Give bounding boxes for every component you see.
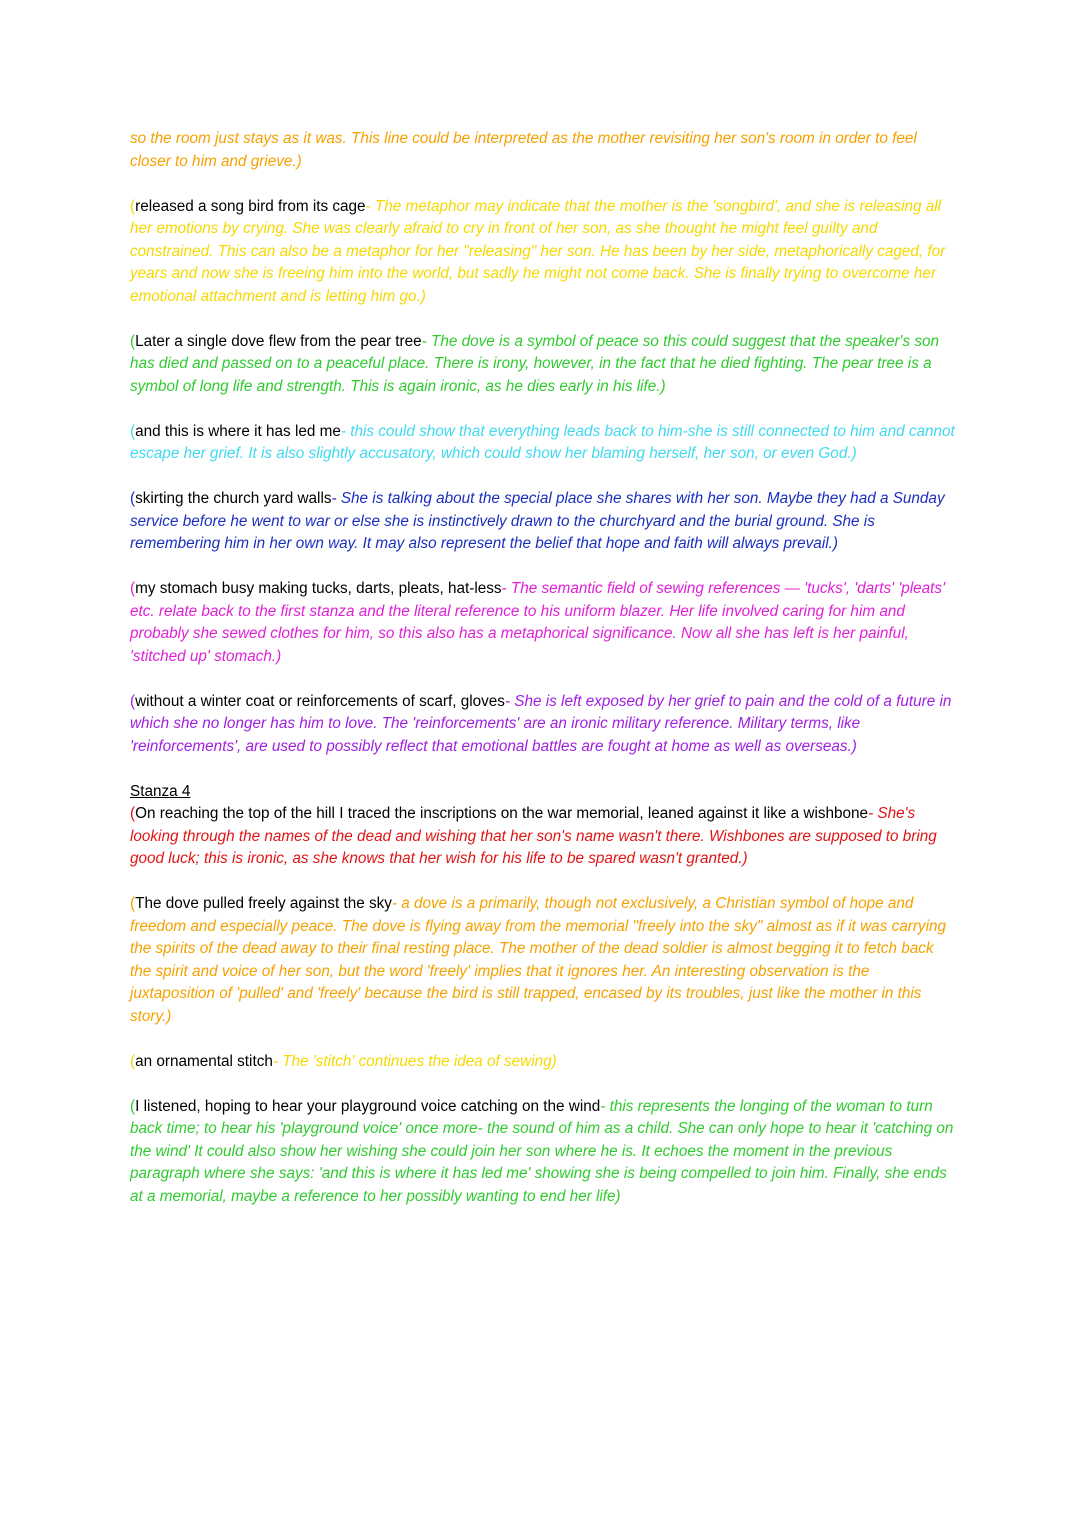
analysis-paragraph-room [130, 128, 955, 173]
analysis-paragraph-winter-coat [130, 691, 955, 759]
poem-quote: Later a single dove flew from the pear tree [135, 332, 422, 350]
analysis-paragraph-playground-voice [130, 1096, 955, 1209]
annotation-text: so the room just stays as it was. This line could be interpreted as the mother revisiting her son's room in order to feel closer to him and grieve.) [130, 130, 917, 170]
annotation-text: - The semantic field of sewing references — 'tucks', 'darts' 'pleats' etc. relate back to the first stanza and the literal reference to his uniform blazer. Her life involved caring for him and probably she sewed clothes for him, so this also has a metaphorical significance. Now all she has left is her painful, 'stitched up' stomach.) [130, 580, 945, 665]
analysis-paragraph-churchyard [130, 488, 955, 556]
open-paren: ( [130, 692, 136, 710]
annotation-text: - The dove is a symbol of peace so this could suggest that the speaker's son has died and passed on to a peaceful place. There is irony, however, in the fact that he died fighting. The pear tree is a symbol of long life and strength. This is again ironic, as he dies early in his life.) [130, 332, 940, 395]
poem-quote: an ornamental stitch [135, 1052, 273, 1070]
poem-quote: without a winter coat or reinforcements of scarf, gloves [135, 692, 505, 710]
analysis-paragraph-memorial [130, 803, 955, 871]
poem-quote: I listened, hoping to hear your playground voice catching on the wind [135, 1097, 601, 1115]
open-paren: ( [130, 895, 136, 912]
poem-quote: released a song bird from its cage [135, 197, 366, 215]
poem-quote: On reaching the top of the hill I traced the inscriptions on the war memorial, leaned against it like a wishbone [135, 805, 869, 822]
stanza-4-section [130, 781, 955, 871]
open-paren: ( [130, 332, 136, 350]
poem-quote: skirting the church yard walls [135, 490, 332, 507]
open-paren: ( [130, 1052, 136, 1070]
annotation-text: - this represents the longing of the woman to turn back time; to hear his 'playground voice' once more- the sound of him as a child. She can only hope to hear it 'catching on the wind' It could also show her wishing she could join her son where he is. It echoes the moment in the previous paragraph where she says: 'and this is where it has led me' showing she is being compelled to join him. Finally, she ends at a memorial, maybe a reference to her possibly wanting to end her life) [130, 1097, 954, 1205]
analysis-paragraph-songbird [130, 196, 955, 309]
annotation-text: - a dove is a primarily, though not exclusively, a Christian symbol of hope and freedom and especially peace. The dove is flying away from the memorial "freely into the sky" almost as if it was carrying the spirits of the dead away to their final resting place. The mother of the dead soldier is almost begging it to fetch back the spirit and voice of her son, but the word 'freely' implies that it ignores her. An interesting observation is the juxtaposition of 'pulled' and 'freely' because the bird is still trapped, encased by its troubles, just like the mother in this story.) [130, 895, 946, 1025]
annotation-text: - this could show that everything leads back to him-she is still connected to him and cannot escape her grief. It is also slightly accusatory, which could show her blaming herself, her son, or even God.) [130, 422, 955, 462]
open-paren: ( [130, 1097, 136, 1115]
analysis-paragraph-dove-sky [130, 893, 955, 1028]
stanza-heading: Stanza 4 [130, 782, 191, 800]
open-paren: ( [130, 490, 136, 507]
annotation-text: - She is left exposed by her grief to pain and the cold of a future in which she no longer has him to love. The 'reinforcements' are an ironic military reference. Military terms, like 'reinforcements', are used to possibly reflect that emotional battles are fought at home as well as overseas.) [130, 692, 952, 755]
open-paren: ( [130, 197, 136, 215]
poem-quote: The dove pulled freely against the sky [135, 895, 392, 912]
analysis-paragraph-stitch [130, 1051, 955, 1074]
document-page [130, 128, 955, 1231]
open-paren: ( [130, 422, 136, 440]
analysis-paragraph-stomach [130, 578, 955, 668]
annotation-text: - The 'stitch' continues the idea of sewing) [272, 1052, 557, 1070]
open-paren: ( [130, 580, 136, 597]
analysis-paragraph-dove [130, 331, 955, 399]
poem-quote: my stomach busy making tucks, darts, pleats, hat-less [135, 580, 502, 597]
poem-quote: and this is where it has led me [135, 422, 341, 440]
annotation-text: - She's looking through the names of the dead and wishing that her son's name wasn't there. Wishbones are supposed to bring good luck; this is ironic, as she knows that her wish for his life to be spared wasn't granted.) [130, 805, 937, 867]
analysis-paragraph-led-me [130, 421, 955, 466]
open-paren: ( [130, 805, 136, 822]
annotation-text: - She is talking about the special place she shares with her son. Maybe they had a Sunday service before he went to war or else she is instinctively drawn to the churchyard and the burial ground. She is remembering him in her own way. It may also represent the belief that hope and faith will always prevail.) [130, 490, 945, 552]
annotation-text: - The metaphor may indicate that the mother is the 'songbird', and she is releasing all her emotions by crying. She was clearly afraid to cry in front of her son, as she thought he might feel guilty and constrained. This can also be a metaphor for her "releasing" her son. He has been by her side, metaphorically caged, for years and now she is freeing him into the world, but sadly he might not come back. She is finally trying to overcome her emotional attachment and is letting him go.) [130, 197, 946, 305]
